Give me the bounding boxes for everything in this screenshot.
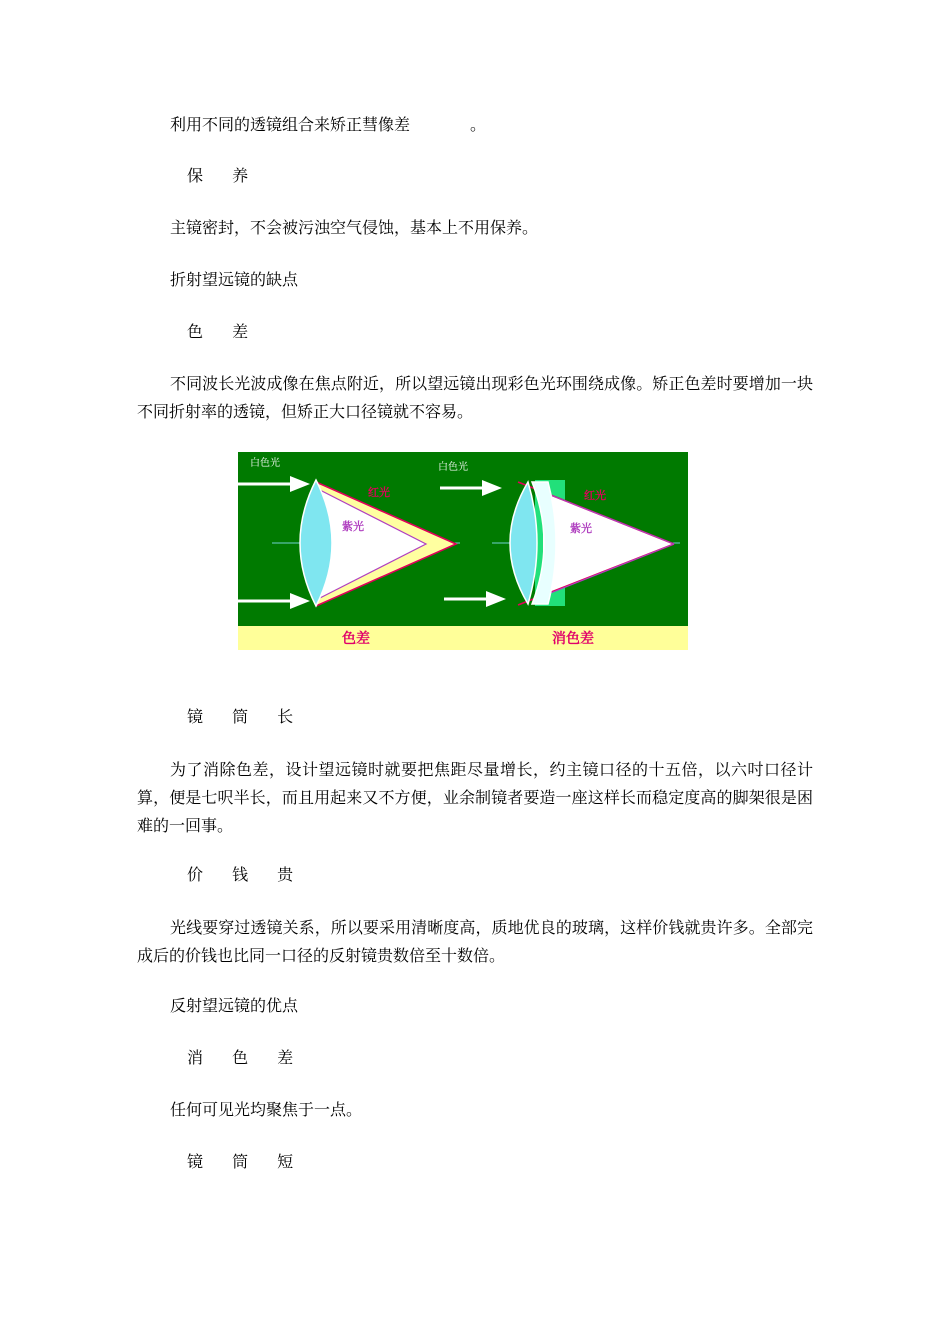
paragraph-achromatic: 任何可见光均聚焦于一点。: [170, 1100, 363, 1119]
paragraph-chromatic-aberration: [137, 370, 813, 426]
label-red-light-left: 红光: [368, 486, 390, 499]
period-mark: 。: [470, 115, 487, 134]
aberration-diagram: [238, 452, 688, 650]
caption-achromatic: 消色差: [552, 631, 594, 647]
heading-short-tube: 镜 筒 短: [187, 1152, 306, 1171]
heading-long-tube: 镜 筒 长: [187, 707, 306, 726]
text-line-coma-correction: [170, 115, 410, 135]
heading-maintenance: 保 养: [187, 166, 261, 185]
heading-achromatic: 消 色 差: [187, 1048, 306, 1067]
heading-reflector-pros: 反射望远镜的优点: [170, 996, 299, 1015]
label-purple-light-left: 紫光: [342, 520, 364, 533]
heading-chromatic-aberration: 色 差: [187, 322, 261, 341]
caption-chromatic-aberration: 色差: [342, 631, 370, 647]
paragraph-expensive: [137, 914, 813, 970]
heading-expensive: 价 钱 贵: [187, 865, 306, 884]
paragraph-expensive-text: 光线要穿过透镜关系，所以要采用清晰度高，质地优良的玻璃，这样价钱就贵许多。全部完成后的价钱也比同一口径的反射镜贵数倍至十数倍。: [137, 918, 813, 965]
paragraph-maintenance: 主镜密封，不会被污浊空气侵蚀，基本上不用保养。: [170, 218, 539, 237]
label-white-light-left: 白色光: [250, 458, 280, 469]
caption-bar: [238, 626, 688, 650]
label-white-light-right: 白色光: [438, 462, 468, 473]
paragraph-chromatic-text: 不同波长光波成像在焦点附近，所以望远镜出现彩色光环围绕成像。矫正色差时要增加一块不同折射率的透镜，但矫正大口径镜就不容易。: [137, 374, 813, 421]
paragraph-long-tube-text: 为了消除色差，设计望远镜时就要把焦距尽量增长，约主镜口径的十五倍，以六吋口径计算，便是七呎半长，而且用起来又不方便，业余制镜者要造一座这样长而稳定度高的脚架很是困难的一回事。: [137, 760, 813, 835]
text-coma: 利用不同的透镜组合来矫正彗像差: [170, 115, 411, 134]
paragraph-long-tube: [137, 756, 813, 840]
label-purple-light-right: 紫光: [570, 522, 592, 535]
heading-refractor-cons: 折射望远镜的缺点: [170, 270, 299, 289]
label-red-light-right: 红光: [584, 489, 606, 502]
chromatic-aberration-figure: [238, 452, 688, 650]
